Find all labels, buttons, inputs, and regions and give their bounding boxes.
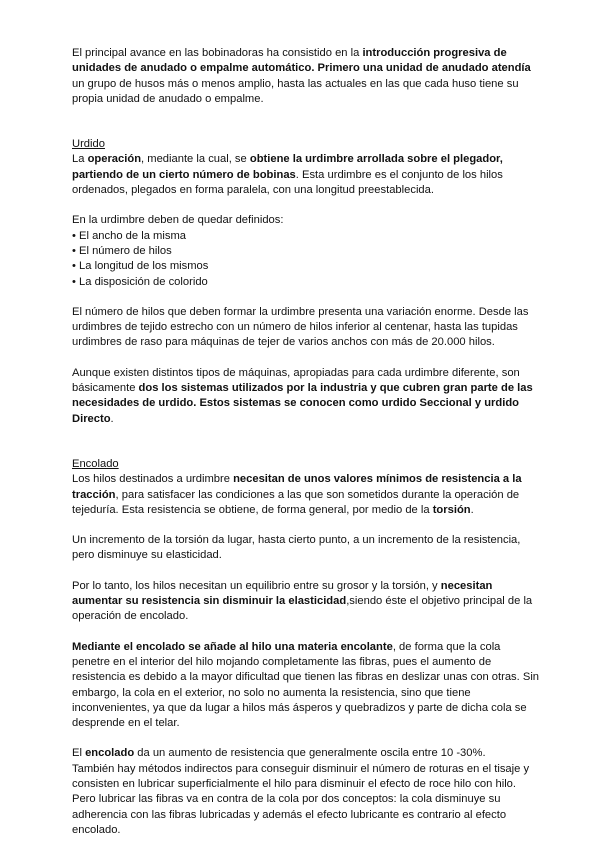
- list-item: • El número de hilos: [72, 244, 540, 259]
- list-item: • La longitud de los mismos: [72, 259, 540, 274]
- text-run: .: [470, 503, 474, 516]
- text-run: , de forma que la cola penetre en el interior del hilo mojando completamente las fibras, pues el aumento de resistencia es debido a la mayor dificultad que tienen las fibras en deslizar unas con otras. Sin embargo, la cola en el exterior, no solo no aumenta la resistencia, sino que tiene inconvenientes, ya que da lugar a hilos más ásperos y quebradizos y parte de dicha cola se desprende en el telar.: [72, 640, 540, 730]
- text-run: , mediante la cual, se: [141, 153, 250, 166]
- bold-run: introducción progresiva de unidades de anudado o empalme automático. Primero una unidad de anudado atendía: [72, 47, 531, 75]
- urdido-paragraph-3: [72, 366, 540, 427]
- text-run: , para satisfacer las condiciones a las que son sometidos durante la operación de tejeduría. Esta resistencia se obtiene, de forma general, por medio de la: [72, 488, 520, 516]
- text-run: ,siendo éste el objetivo principal de la operación de encolado.: [72, 595, 533, 623]
- text-run: El: [72, 747, 86, 760]
- bold-run: dos los sistemas utilizados por la industria y que cubren gran parte de las necesidades de urdido. Estos sistemas se conocen como urdido Seccional y urdido Directo: [72, 382, 533, 425]
- text-run: .: [110, 412, 114, 425]
- text-run: da un aumento de resistencia que generalmente oscila entre 10 -30%.: [134, 747, 486, 760]
- text-run: Aunque existen distintos tipos de máquinas, apropiadas para cada urdimbre diferente, son básicamente: [72, 366, 520, 395]
- list-item: • La disposición de colorido: [72, 275, 540, 290]
- urdido-section: [72, 137, 540, 427]
- encolado-heading: Encolado: [72, 457, 119, 470]
- text-run: Los hilos destinados a urdimbre: [72, 473, 234, 486]
- encolado-paragraph-6: También hay métodos indirectos para conseguir disminuir el número de roturas en el tisaje y consisten en lubricar superficialmente el hilo para disminuir el efecto de roce hilo con hilo. Pero lubricar las fibras va en contra de la cola por dos conceptos: la cola disminuye su adherencia con las fibras lubricadas y además el efecto lubricante es contrario al efecto encolado.: [72, 762, 530, 836]
- bold-run: torsión: [432, 503, 471, 516]
- bold-run: Mediante el encolado se añade al hilo una materia encolante: [72, 640, 393, 653]
- encolado-paragraph-4: [72, 640, 540, 732]
- intro-paragraph: [72, 46, 540, 107]
- encolado-paragraph-2: Un incremento de la torsión da lugar, hasta cierto punto, a un incremento de la resistencia, pero disminuye su elasticidad.: [72, 534, 521, 562]
- urdido-bullet-list: [72, 229, 540, 290]
- bold-run: encolado: [85, 747, 135, 760]
- bold-run: obtiene la urdimbre arrollada sobre el plegador, partiendo de un cierto número de bobinas: [72, 153, 503, 181]
- encolado-paragraph-3: [72, 579, 540, 625]
- urdido-heading: Urdido: [72, 138, 105, 151]
- text-run: El principal avance en las bobinadoras ha consistido en la: [72, 47, 363, 59]
- text-run: . Esta urdimbre es el conjunto de los hilos ordenados, plegados en forma paralela, con una longitud preestablecida.: [72, 168, 503, 197]
- bold-run: operación: [87, 153, 142, 166]
- text-run: Por lo tanto, los hilos necesitan un equilibrio entre su grosor y la torsión, y: [72, 579, 441, 592]
- encolado-section: [72, 457, 540, 838]
- encolado-paragraph-5: [72, 746, 540, 761]
- list-item: • El ancho de la misma: [72, 229, 540, 244]
- urdido-list-intro: En la urdimbre deben de quedar definidos:: [72, 214, 284, 227]
- urdido-paragraph-2: El número de hilos que deben formar la urdimbre presenta una variación enorme. Desde las urdimbres de tejido estrecho con un número de hilos inferior al centenar, hasta las tupidas urdimbres de raso para máquinas de tejer de varios anchos con más de 20.000 hilos.: [72, 305, 529, 349]
- urdido-paragraph-1: [72, 152, 540, 198]
- bold-run: necesitan aumentar su resistencia sin disminuir la elasticidad: [72, 579, 493, 608]
- text-run: un grupo de husos más o menos amplio, hasta las actuales en las que cada huso tiene su propia unidad de anudado o empalme.: [72, 77, 519, 105]
- bold-run: necesitan de unos valores mínimos de resistencia a la tracción: [72, 473, 522, 501]
- encolado-paragraph-1: [72, 472, 540, 518]
- text-run: La: [72, 153, 88, 166]
